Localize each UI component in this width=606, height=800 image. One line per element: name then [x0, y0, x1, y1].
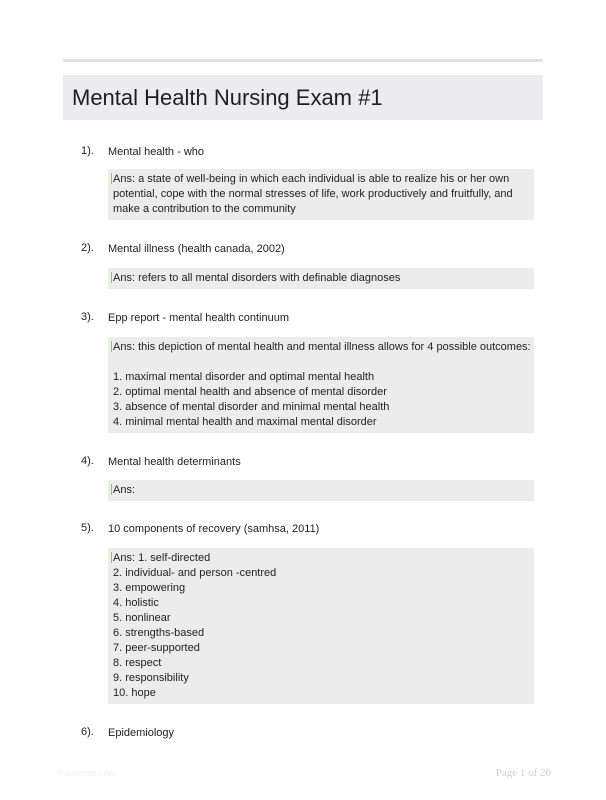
answer-line: Ans: this depiction of mental health and mental illness allows for 4 possible outcomes:	[113, 341, 531, 353]
answer-line: 3. empowering	[113, 582, 186, 594]
answer-box	[108, 480, 534, 501]
question-number: 2).	[81, 242, 94, 254]
question-item	[81, 455, 536, 496]
answer-spacer	[113, 355, 529, 370]
question-item	[81, 726, 536, 742]
answer-line: 6. strengths-based	[113, 627, 205, 639]
top-divider	[63, 59, 543, 62]
answer-line: 4. minimal mental health and maximal mental disorder	[113, 416, 377, 428]
answer-line: Ans: a state of well-being in which each individual is able to realize his or her own	[113, 173, 510, 185]
footer-watermark: Paperbite.com	[58, 768, 117, 778]
answer-box	[108, 337, 534, 433]
title-banner	[63, 75, 543, 120]
question-number: 1).	[81, 145, 94, 157]
question-item	[81, 522, 536, 699]
answer-line: 2. individual- and person -centred	[113, 567, 277, 579]
question-number: 6).	[81, 726, 94, 738]
answer-line: 7. peer-supported	[113, 642, 200, 654]
answer-line: 3. absence of mental disorder and minimal mental health	[113, 401, 390, 413]
question-text: Epidemiology	[108, 727, 175, 739]
answer-line: 4. holistic	[113, 597, 159, 609]
question-text: Mental health determinants	[108, 456, 241, 468]
answer-line: 10. hope	[113, 687, 156, 699]
document-title: Mental Health Nursing Exam #1	[72, 85, 383, 110]
answer-line: Ans: 1. self-directed	[113, 552, 211, 564]
question-text: Epp report - mental health continuum	[108, 312, 289, 324]
question-number: 4).	[81, 455, 94, 467]
question-number: 3).	[81, 311, 94, 323]
answer-line: potential, cope with the normal stresses of life, work productively and fruitfully, and	[113, 188, 513, 200]
answer-box	[108, 169, 534, 220]
answer-line: Ans:	[113, 484, 136, 496]
answer-line: 5. nonlinear	[113, 612, 171, 624]
answer-line: 9. responsibility	[113, 672, 189, 684]
question-number: 5).	[81, 522, 94, 534]
question-item	[81, 311, 536, 428]
answer-line: 1. maximal mental disorder and optimal mental health	[113, 371, 375, 383]
answer-line: 2. optimal mental health and absence of mental disorder	[113, 386, 387, 398]
question-text: Mental health - who	[108, 146, 204, 158]
page-indicator: Page 1 of 20	[495, 767, 551, 779]
question-text: 10 components of recovery (samhsa, 2011)	[108, 523, 320, 535]
answer-box	[108, 268, 534, 289]
question-text: Mental illness (health canada, 2002)	[108, 243, 285, 255]
answer-line: 8. respect	[113, 657, 162, 669]
answer-box	[108, 548, 534, 704]
answer-line: make a contribution to the community	[113, 203, 296, 215]
question-item	[81, 242, 536, 284]
answer-line: Ans: refers to all mental disorders with definable diagnoses	[113, 272, 401, 284]
question-item	[81, 145, 536, 215]
